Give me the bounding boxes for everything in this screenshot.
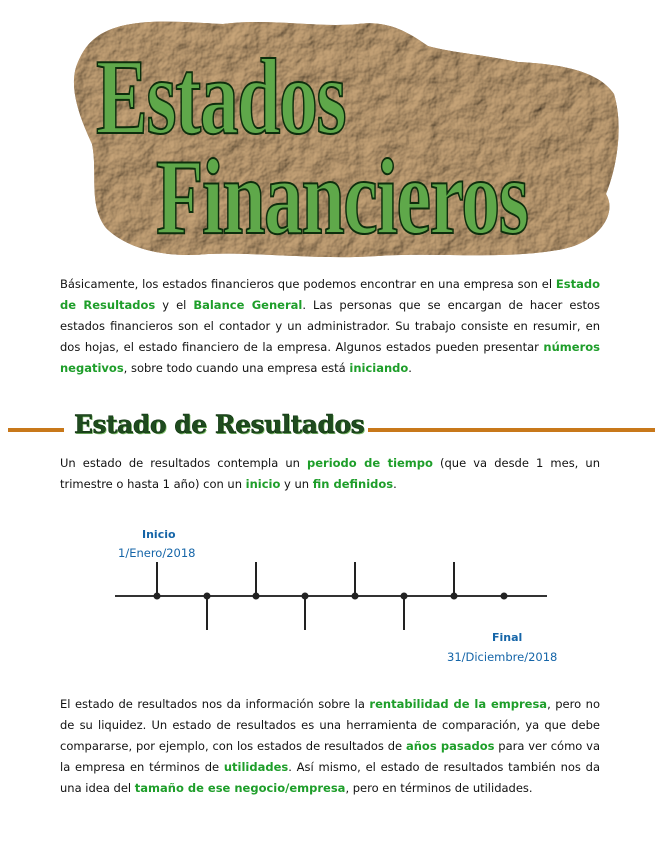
banner-title-line2: Financieros (156, 138, 528, 257)
paragraph-text: Un estado de resultados contempla un (60, 456, 307, 470)
timeline-end-label: Final (492, 631, 523, 644)
highlighted-term: años pasados (405, 739, 495, 753)
paragraph-text: (que va desde 1 mes, un trimestre o hasta 1 año) con un (60, 456, 600, 491)
highlighted-term: fin definidos (312, 477, 394, 491)
timeline-point (302, 593, 309, 600)
section-heading (0, 408, 655, 448)
section-intro-paragraph (60, 453, 600, 495)
highlighted-term: números negativos (60, 340, 600, 375)
intro-paragraph (60, 274, 600, 379)
paragraph-text: para ver cómo va la empresa en términos de (60, 739, 600, 774)
timeline-point (253, 593, 260, 600)
section-title: Estado de Resultados (74, 410, 365, 439)
timeline-point (451, 593, 458, 600)
highlighted-term: rentabilidad de la empresa (369, 697, 548, 711)
timeline-point (204, 593, 211, 600)
paragraph-text: , pero no de su liquidez. Un estado de resultados es una herramienta de comparación, ya que debe compararse, por ejemplo, con los estados de resultados de (60, 697, 600, 753)
paragraph-text: . (408, 361, 412, 375)
timeline-start-date: 1/Enero/2018 (118, 546, 196, 560)
banner-title-line1: Estados (96, 38, 346, 157)
paragraph-text: , pero en términos de utilidades. (345, 781, 533, 795)
heading-rule-left (8, 428, 64, 432)
title-banner (58, 14, 623, 262)
highlighted-term: Balance General (193, 298, 303, 312)
highlighted-term: iniciando (349, 361, 409, 375)
timeline-point (352, 593, 359, 600)
paragraph-text: y el (155, 298, 194, 312)
highlighted-term: utilidades (223, 760, 289, 774)
timeline-end-date: 31/Diciembre/2018 (447, 650, 558, 664)
closing-paragraph (60, 694, 600, 799)
timeline-point (401, 593, 408, 600)
timeline-point (154, 593, 161, 600)
heading-rule-right (368, 428, 655, 432)
paragraph-text: Básicamente, los estados financieros que podemos encontrar en una empresa son el (60, 277, 556, 291)
period-timeline (100, 520, 580, 670)
banner-title (58, 14, 623, 262)
timeline-axis (100, 520, 580, 670)
paragraph-text: , sobre todo cuando una empresa está (123, 361, 350, 375)
highlighted-term: tamaño de ese negocio/empresa (134, 781, 346, 795)
paragraph-text: y un (280, 477, 313, 491)
paragraph-text: . Las personas que se encargan de hacer estos estados financieros son el contador y un administrador. Su trabajo consiste en resumir, en dos hojas, el estado financiero de la empresa. Algunos estados pueden presentar (60, 298, 600, 354)
paragraph-text: . Así mismo, el estado de resultados también nos da una idea del (60, 760, 601, 795)
highlighted-term: periodo de tiempo (307, 456, 433, 470)
timeline-start-label: Inicio (142, 528, 176, 541)
paragraph-text: . (393, 477, 397, 491)
paragraph-text: El estado de resultados nos da información sobre la (60, 697, 370, 711)
highlighted-term: inicio (245, 477, 281, 491)
highlighted-term: Estado de Resultados (60, 277, 600, 312)
timeline-point (501, 593, 508, 600)
